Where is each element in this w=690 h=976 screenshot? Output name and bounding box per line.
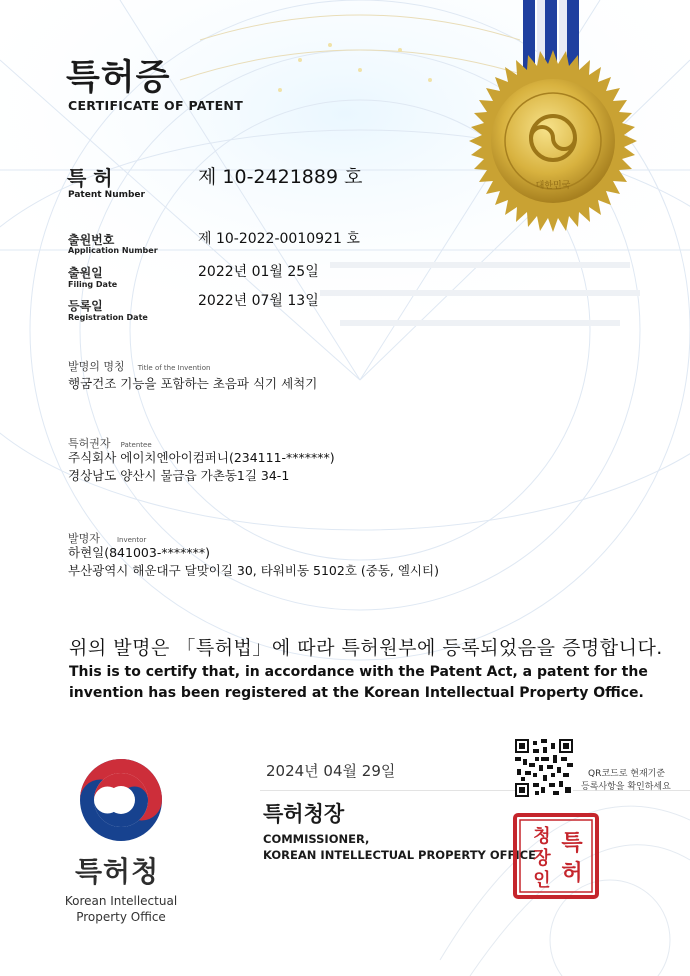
filing-date-label-en: Filing Date — [68, 280, 118, 289]
seal-char-2: 허 — [561, 860, 583, 886]
inventor-label: 발명자 — [68, 532, 100, 545]
invention-label-en: Title of the Invention — [137, 364, 211, 372]
commissioner-title: 특허청장 — [263, 802, 345, 826]
patent-label-en: Patent Number — [68, 190, 145, 200]
seal-char-3: 청 — [533, 826, 551, 847]
gold-seal-text: 대한민국 — [535, 181, 571, 191]
seal-char-5: 인 — [533, 870, 551, 891]
application-number-value: 제 10-2022-0010921 호 — [198, 231, 360, 247]
seal-char-1: 특 — [561, 830, 583, 856]
kipo-name-en-line1: Korean Intellectual — [64, 894, 178, 908]
page-title: 특허증 — [66, 58, 171, 98]
page-subtitle: CERTIFICATE OF PATENT — [68, 98, 244, 113]
seal-char-4: 장 — [533, 848, 551, 869]
qr-code-icon[interactable] — [515, 739, 573, 797]
registration-date-label: 등록일 — [68, 299, 103, 313]
qr-note-line2: 등록사항을 확인하세요 — [581, 782, 671, 792]
inventor-address: 부산광역시 해운대구 달맞이길 30, 타워비동 5102호 (중동, 엘시티) — [68, 563, 439, 578]
commissioner-en-line1: COMMISSIONER, — [263, 832, 370, 846]
kipo-logo-icon — [79, 758, 163, 842]
inventor-name: 하현일(841003-*******) — [68, 545, 210, 560]
certification-en-line2: invention has been registered at the Korean Intellectual Property Office. — [69, 685, 644, 701]
invention-label: 발명의 명칭 — [68, 360, 125, 373]
patentee-address: 경상남도 양산시 물금읍 가촌동1길 34-1 — [68, 468, 290, 483]
issue-date: 2024년 04월 29일 — [266, 762, 396, 780]
application-number-label: 출원번호 — [68, 233, 115, 247]
invention-label-row — [68, 355, 210, 374]
gold-seal-icon — [462, 50, 644, 232]
inventor-label-en: Inventor — [116, 536, 147, 544]
patentee-label-en: Patentee — [120, 441, 152, 449]
registration-date-label-en: Registration Date — [68, 313, 148, 322]
kipo-name-en-line2: Property Office — [76, 910, 166, 924]
patent-number: 제 10-2421889 호 — [198, 166, 363, 188]
certification-en-line1: This is to certify that, in accordance with the Patent Act, a patent for the — [69, 664, 648, 680]
filing-date-value: 2022년 01월 25일 — [198, 264, 319, 280]
filing-date-label: 출원일 — [68, 266, 103, 280]
kipo-name: 특허청 — [75, 855, 160, 888]
application-number-label-en: Application Number — [68, 246, 158, 255]
certification-ko: 위의 발명은 「특허법」에 따라 특허원부에 등록되었음을 증명합니다. — [69, 637, 663, 659]
registration-date-value: 2022년 07월 13일 — [198, 293, 319, 309]
official-seal-icon — [512, 812, 600, 900]
patentee-name: 주식회사 에이치엔아이컴퍼니(234111-*******) — [68, 450, 335, 465]
invention-title: 행굼건조 기능을 포함하는 초음파 식기 세척기 — [68, 376, 318, 391]
patent-label: 특 허 — [67, 166, 113, 190]
commissioner-en-line2: KOREAN INTELLECTUAL PROPERTY OFFICE — [263, 848, 536, 862]
patentee-label: 특허권자 — [68, 437, 111, 450]
qr-note-line1: QR코드로 현재기준 — [588, 769, 666, 779]
